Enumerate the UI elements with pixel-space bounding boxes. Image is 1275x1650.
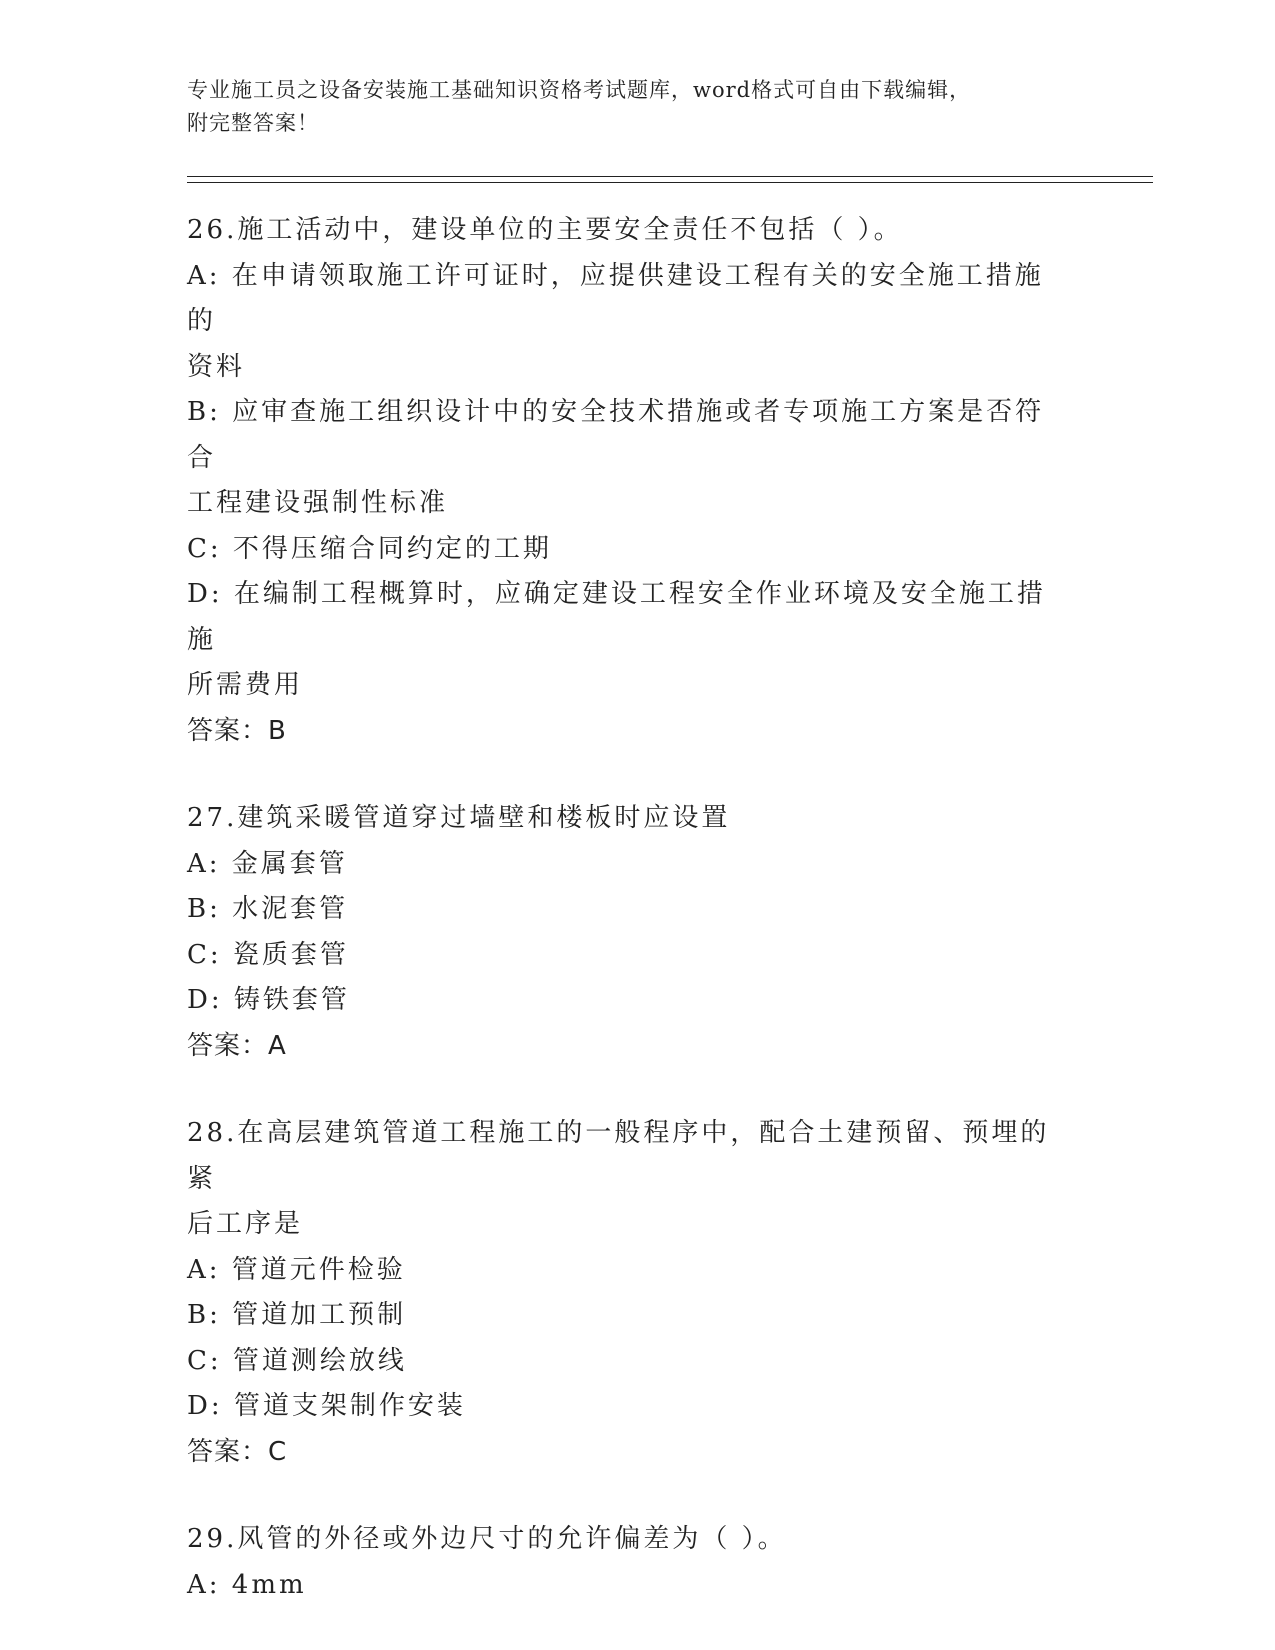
option-d: D: 管道支架制作安装 [187, 1391, 466, 1421]
answer-label: 答案：C [187, 1436, 288, 1467]
option-a: A: 4mm [187, 1569, 307, 1600]
question-26 [187, 208, 1067, 754]
option-d: D: 在编制工程概算时，应确定建设工程安全作业环境及安全施工措施 [187, 579, 1046, 655]
option-d-continued: 所需费用 [187, 670, 304, 700]
question-stem: 27.建筑采暖管道穿过墙壁和楼板时应设置 [187, 803, 731, 833]
option-a: A: 金属套管 [187, 848, 348, 879]
header-line-2: 附完整答案！ [187, 111, 319, 135]
question-28 [187, 1111, 1067, 1475]
question-stem: 26.施工活动中，建设单位的主要安全责任不包括（ ）。 [187, 215, 903, 245]
option-a: A: 在申请领取施工许可证时，应提供建设工程有关的安全施工措施的 [187, 260, 1044, 336]
option-c: C: 管道测绘放线 [187, 1345, 407, 1376]
option-a: A: 管道元件检验 [187, 1254, 406, 1285]
document-header [187, 74, 1067, 140]
option-c: C: 瓷质套管 [187, 939, 349, 970]
option-c: C: 不得压缩合同约定的工期 [187, 533, 552, 564]
question-29 [187, 1517, 1067, 1608]
option-b: B: 应审查施工组织设计中的安全技术措施或者专项施工方案是否符合 [187, 397, 1045, 473]
question-list [187, 208, 1067, 1650]
option-d: D: 铸铁套管 [187, 985, 350, 1015]
header-line-1: 专业施工员之设备安装施工基础知识资格考试题库，word格式可自由下载编辑， [187, 78, 972, 102]
question-stem-continued: 后工序是 [187, 1209, 304, 1239]
question-stem: 29.风管的外径或外边尺寸的允许偏差为（ ）。 [187, 1524, 787, 1554]
option-a-continued: 资料 [187, 351, 246, 382]
question-stem: 28.在高层建筑管道工程施工的一般程序中，配合土建预留、预埋的紧 [187, 1118, 1050, 1194]
option-b: B: 水泥套管 [187, 894, 349, 924]
option-b-continued: 工程建设强制性标准 [187, 488, 449, 518]
header-rule-bottom [187, 182, 1153, 183]
answer-label: 答案：B [187, 715, 287, 746]
header-rule-top [187, 176, 1153, 177]
answer-label: 答案：A [187, 1030, 287, 1061]
option-b: B: 管道加工预制 [187, 1300, 407, 1330]
question-27 [187, 796, 1067, 1069]
